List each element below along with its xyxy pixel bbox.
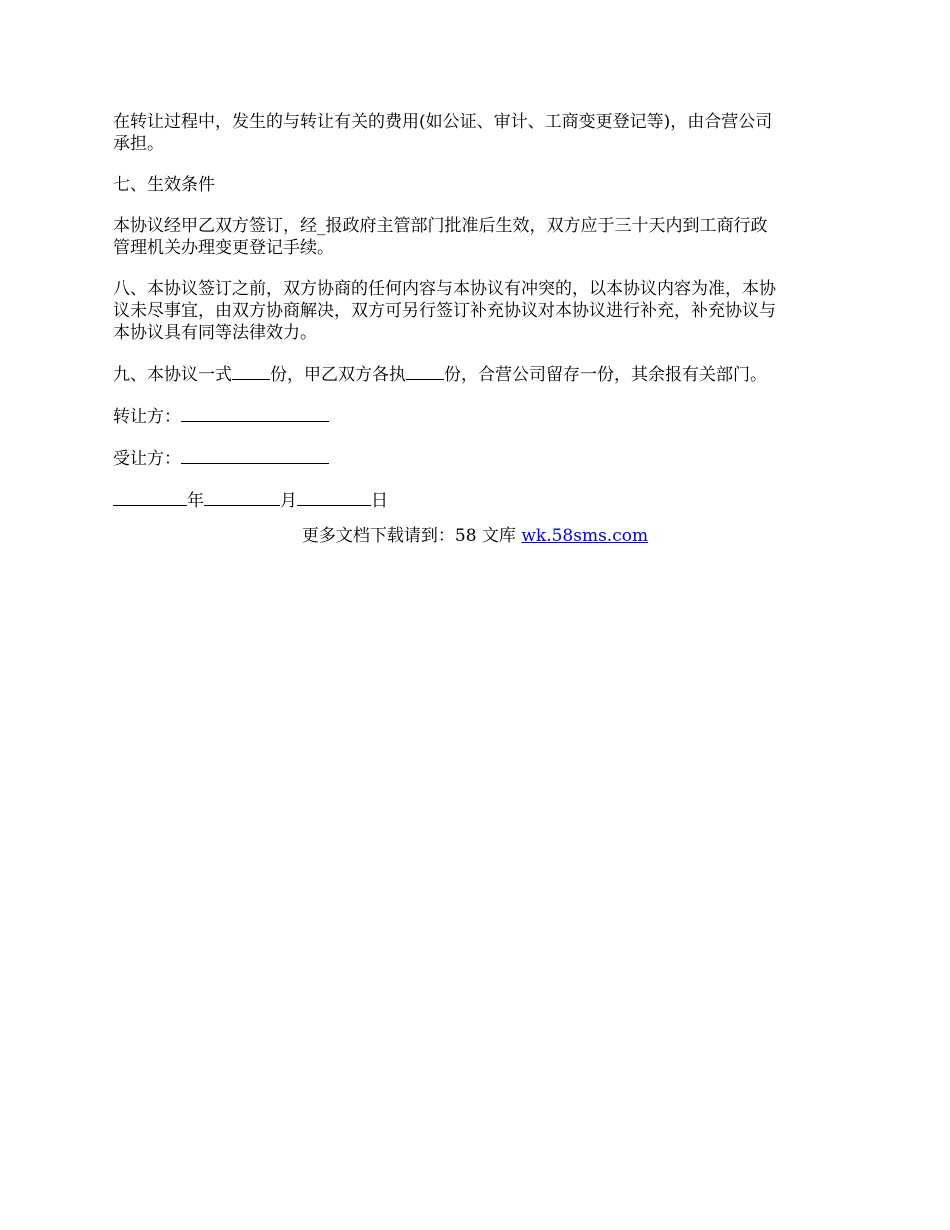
copies-text-c: 份，合营公司留存一份，其余报有关部门。 bbox=[444, 365, 767, 385]
footer-link[interactable]: wk.58sms.com bbox=[521, 526, 649, 546]
day-label: 日 bbox=[371, 491, 388, 511]
transferee-label: 受让方： bbox=[113, 449, 181, 469]
month-blank bbox=[204, 489, 280, 506]
transferor-blank bbox=[181, 405, 329, 422]
paragraph-line: 管理机关办理变更登记手续。 bbox=[113, 238, 334, 258]
year-blank bbox=[113, 489, 187, 506]
date-line bbox=[113, 489, 838, 512]
paragraph-line: 八、本协议签订之前，双方协商的任何内容与本协议有冲突的，以本协议内容为准，本协 bbox=[113, 279, 776, 299]
paragraph-copies bbox=[113, 363, 838, 386]
copies-text-a: 九、本协议一式 bbox=[113, 365, 232, 385]
footer-text: 更多文档下载请到：58 文库 bbox=[301, 526, 522, 546]
signature-transferee bbox=[113, 447, 838, 470]
paragraph-line: 承担。 bbox=[113, 134, 164, 154]
copies-blank-each bbox=[406, 363, 444, 380]
paragraph-line bbox=[113, 363, 838, 386]
paragraph-fees bbox=[113, 111, 838, 155]
section-heading-effective-conditions bbox=[113, 174, 838, 196]
transferor-label: 转让方： bbox=[113, 407, 181, 427]
day-blank bbox=[297, 489, 371, 506]
month-label: 月 bbox=[280, 491, 297, 511]
footer bbox=[0, 525, 950, 547]
transferee-blank bbox=[181, 447, 329, 464]
paragraph-line: 本协议具有同等法律效力。 bbox=[113, 323, 317, 343]
signature-line bbox=[113, 447, 838, 470]
year-label: 年 bbox=[187, 491, 204, 511]
paragraph-effective bbox=[113, 215, 838, 259]
signature-transferor bbox=[113, 405, 838, 428]
copies-blank-total bbox=[232, 363, 270, 380]
paragraph-supplementary bbox=[113, 278, 838, 344]
paragraph-line: 在转让过程中，发生的与转让有关的费用(如公证、审计、工商变更登记等)，由合营公司 bbox=[113, 112, 773, 132]
paragraph-line: 议未尽事宜，由双方协商解决，双方可另行签订补充协议对本协议进行补充，补充协议与 bbox=[113, 301, 776, 321]
heading-text: 七、生效条件 bbox=[113, 175, 215, 195]
copies-text-b: 份，甲乙双方各执 bbox=[270, 365, 406, 385]
date-line-inner bbox=[113, 489, 838, 512]
signature-line bbox=[113, 405, 838, 428]
document-body bbox=[113, 111, 838, 531]
paragraph-line: 本协议经甲乙双方签订，经_报政府主管部门批准后生效，双方应于三十天内到工商行政 bbox=[113, 216, 768, 236]
